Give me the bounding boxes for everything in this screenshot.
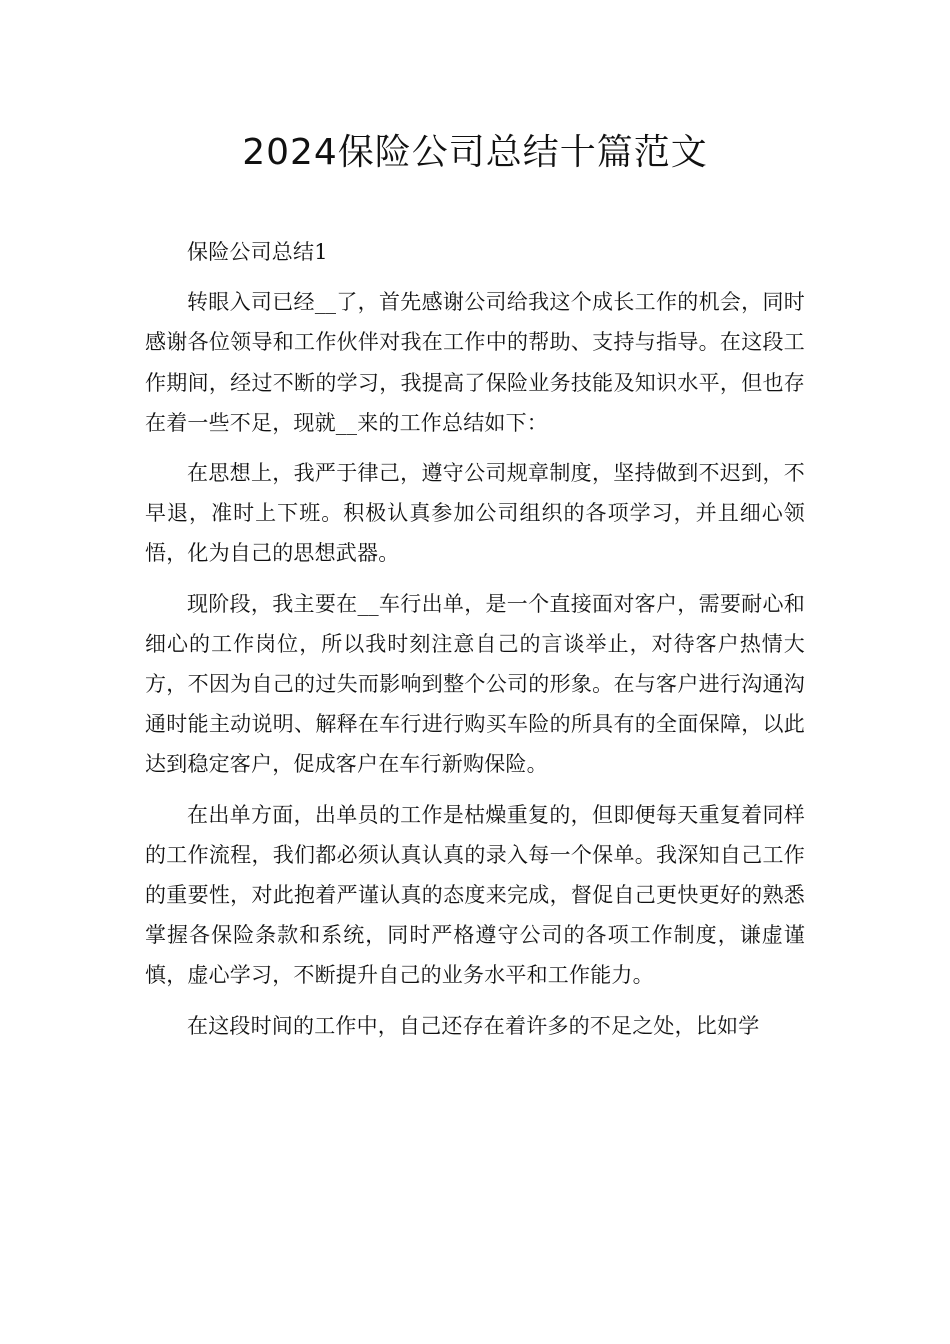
paragraph-intro: 转眼入司已经__了，首先感谢公司给我这个成长工作的机会，同时感谢各位领导和工作伙伴对我在工作中的帮助、支持与指导。在这段工作期间，经过不断的学习，我提高了保险业务技能及知识水平，但也存在着一些不足，现就__来的工作总结如下：: [145, 290, 805, 435]
paragraph-issuing: 在出单方面，出单员的工作是枯燥重复的，但即便每天重复着同样的工作流程，我们都必须认真认真的录入每一个保单。我深知自己工作的重要性，对此抱着严谨认真的态度来完成，督促自己更快更好的熟悉掌握各保险条款和系统，同时严格遵守公司的各项工作制度，谦虚谨慎，虚心学习，不断提升自己的业务水平和工作能力。: [145, 802, 805, 988]
document-title: 2024保险公司总结十篇范文: [242, 132, 708, 173]
paragraph-shortcomings: 在这段时间的工作中，自己还存在着许多的不足之处，比如学: [187, 1013, 760, 1038]
paragraph-thought: 在思想上，我严于律己，遵守公司规章制度，坚持做到不迟到，不早退，准时上下班。积极认真参加公司组织的各项学习，并且细心领悟，化为自己的思想武器。: [145, 461, 805, 566]
section-heading: 保险公司总结1: [187, 240, 328, 264]
paragraph-current-role: 现阶段，我主要在__车行出单，是一个直接面对客户，需要耐心和细心的工作岗位，所以我时刻注意自己的言谈举止，对待客户热情大方，不因为自己的过失而影响到整个公司的形象。在与客户进行沟通沟通时能主动说明、解释在车行进行购买车险的所具有的全面保障，以此达到稳定客户，促成客户在车行新购保险。: [145, 591, 805, 777]
document-body: [145, 232, 805, 1046]
